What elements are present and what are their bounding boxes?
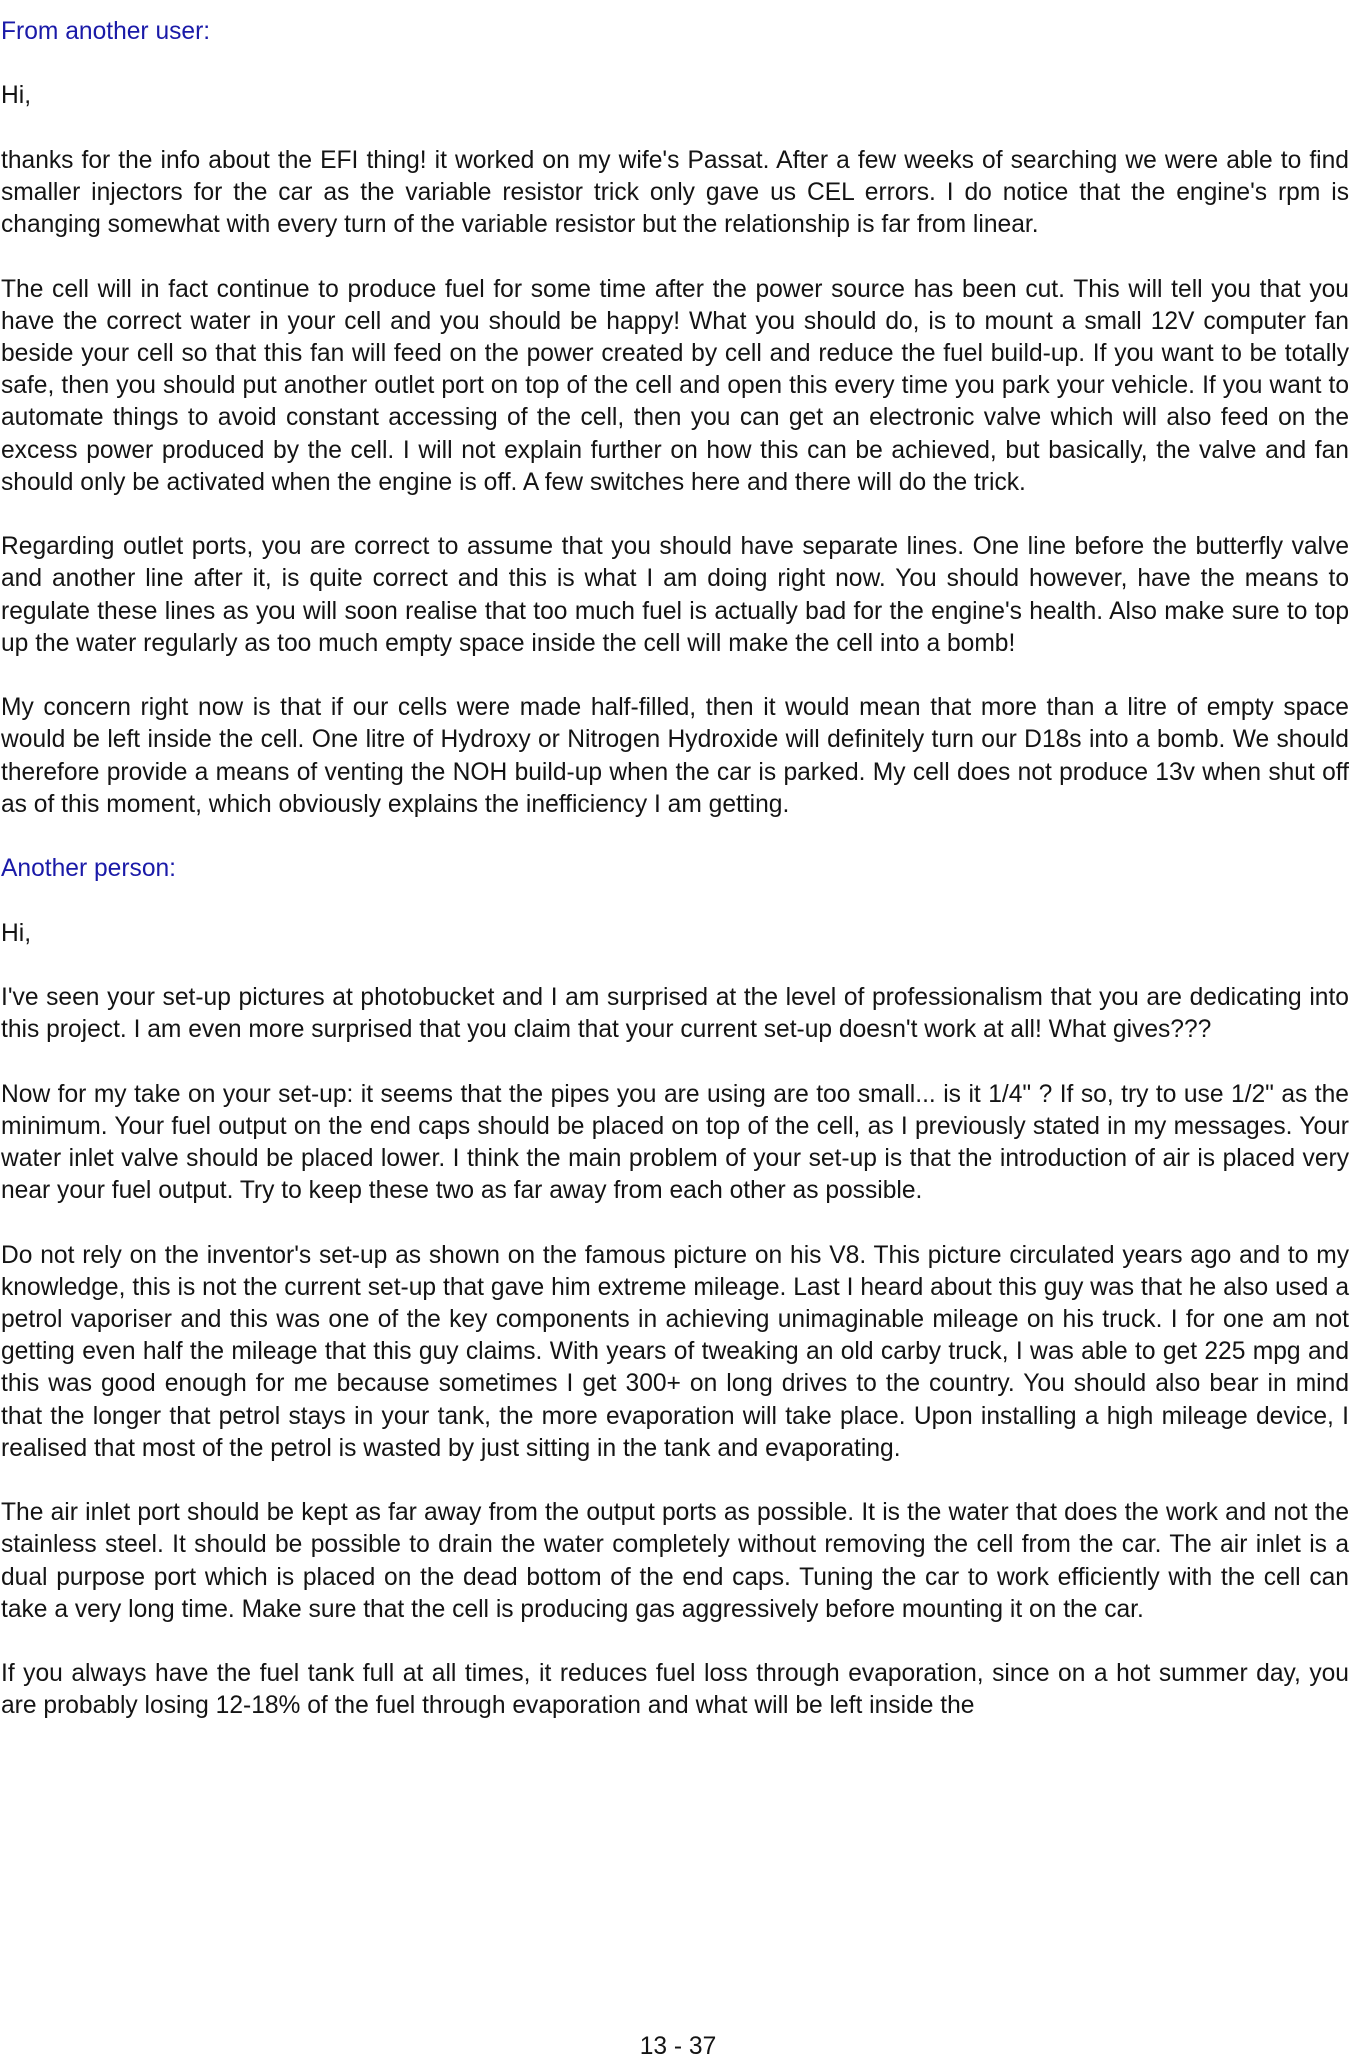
section-heading-another-user: From another user: <box>1 18 211 45</box>
paragraph-cell-fuel: The cell will in fact continue to produce fuel for some time after the power source has been cut. This will tell you that you have the correct water in your cell and you should be happy! What you should do, is to mount a small 12V computer fan beside your cell so that this fan will feed on the power created by cell and reduce the fuel build-up. If you want to be totally safe, then you should put another outlet port on top of the cell and open this every time you park your vehicle. If you want to automate things to avoid constant accessing of the cell, then you can get an electronic valve which will also feed on the excess power produced by the cell. I will not explain further on how this can be achieved, but basically, the valve and fan should only be activated when the engine is off. A few switches here and there will do the trick. <box>1 275 1349 496</box>
paragraph-inventor: Do not rely on the inventor's set-up as shown on the famous picture on his V8. This picture circulated years ago and to my knowledge, this is not the current set-up that gave him extreme mileage. Last I heard about this guy was that he also used a petrol vaporiser and this was one of the key components in achieving unimaginable mileage on his truck. I for one am not getting even half the mileage that this guy claims. With years of tweaking an old carby truck, I was able to get 225 mpg and this was good enough for me because sometimes I get 300+ on long drives to the country. You should also bear in mind that the longer that petrol stays in your tank, the more evaporation will take place. Upon installing a high mileage device, I realised that most of the petrol is wasted by just sitting in the tank and evaporating. <box>1 1241 1349 1462</box>
paragraph-fuel-tank: If you always have the fuel tank full at all times, it reduces fuel loss through evaporation, since on a hot summer day, you are probably losing 12-18% of the fuel through evaporation and what will be left inside the <box>1 1660 1349 1720</box>
paragraph-greeting-2: Hi, <box>1 919 32 947</box>
paragraph-efi-thing: thanks for the info about the EFI thing! it worked on my wife's Passat. After a few weeks of searching we were able to find smaller injectors for the car as the variable resistor trick only gave us CEL errors. I do notice that the engine's rpm is changing somewhat with every turn of the variable resistor but the relationship is far from linear. <box>1 146 1349 239</box>
paragraph-air-inlet: The air inlet port should be kept as far away from the output ports as possible. It is the water that does the work and not the stainless steel. It should be possible to drain the water completely without removing the cell from the car. The air inlet is a dual purpose port which is placed on the dead bottom of the end caps. Tuning the car to work efficiently with the cell can take a very long time. Make sure that the cell is producing gas aggressively before mounting it on the car. <box>1 1499 1349 1623</box>
paragraph-greeting-1: Hi, <box>1 82 32 110</box>
section-heading-another-person: Another person: <box>1 855 177 883</box>
paragraph-pipes: Now for my take on your set-up: it seems that the pipes you are using are too small... is it 1/4" ? If so, try to use 1/2" as the minimum. Your fuel output on the end caps should be placed on top of the cell, as I previously stated in my messages. Your water inlet valve should be placed lower. I think the main problem of your set-up is that the introduction of air is placed very near your fuel output. Try to keep these two as far away from each other as possible. <box>1 1080 1349 1205</box>
paragraph-setup-pictures: I've seen your set-up pictures at photobucket and I am surprised at the level of professionalism that you are dedicating into this project. I am even more surprised that you claim that your current set-up doesn't work at all! What gives??? <box>1 983 1349 1044</box>
paragraph-outlet-ports: Regarding outlet ports, you are correct to assume that you should have separate lines. One line before the butterfly valve and another line after it, is quite correct and this is what I am doing right now. You should however, have the means to regulate these lines as you will soon realise that too much fuel is actually bad for the engine's health. Also make sure to top up the water regularly as too much empty space inside the cell will make the cell into a bomb! <box>1 533 1349 657</box>
paragraph-concern: My concern right now is that if our cells were made half-filled, then it would mean that more than a litre of empty space would be left inside the cell. One litre of Hydroxy or Nitrogen Hydroxide will definitely turn our D18s into a bomb. We should therefore provide a means of venting the NOH build-up when the car is parked. My cell does not produce 13v when shut off as of this moment, which obviously explains the inefficiency I am getting. <box>1 694 1349 818</box>
page-number: 13 - 37 <box>639 2033 717 2060</box>
